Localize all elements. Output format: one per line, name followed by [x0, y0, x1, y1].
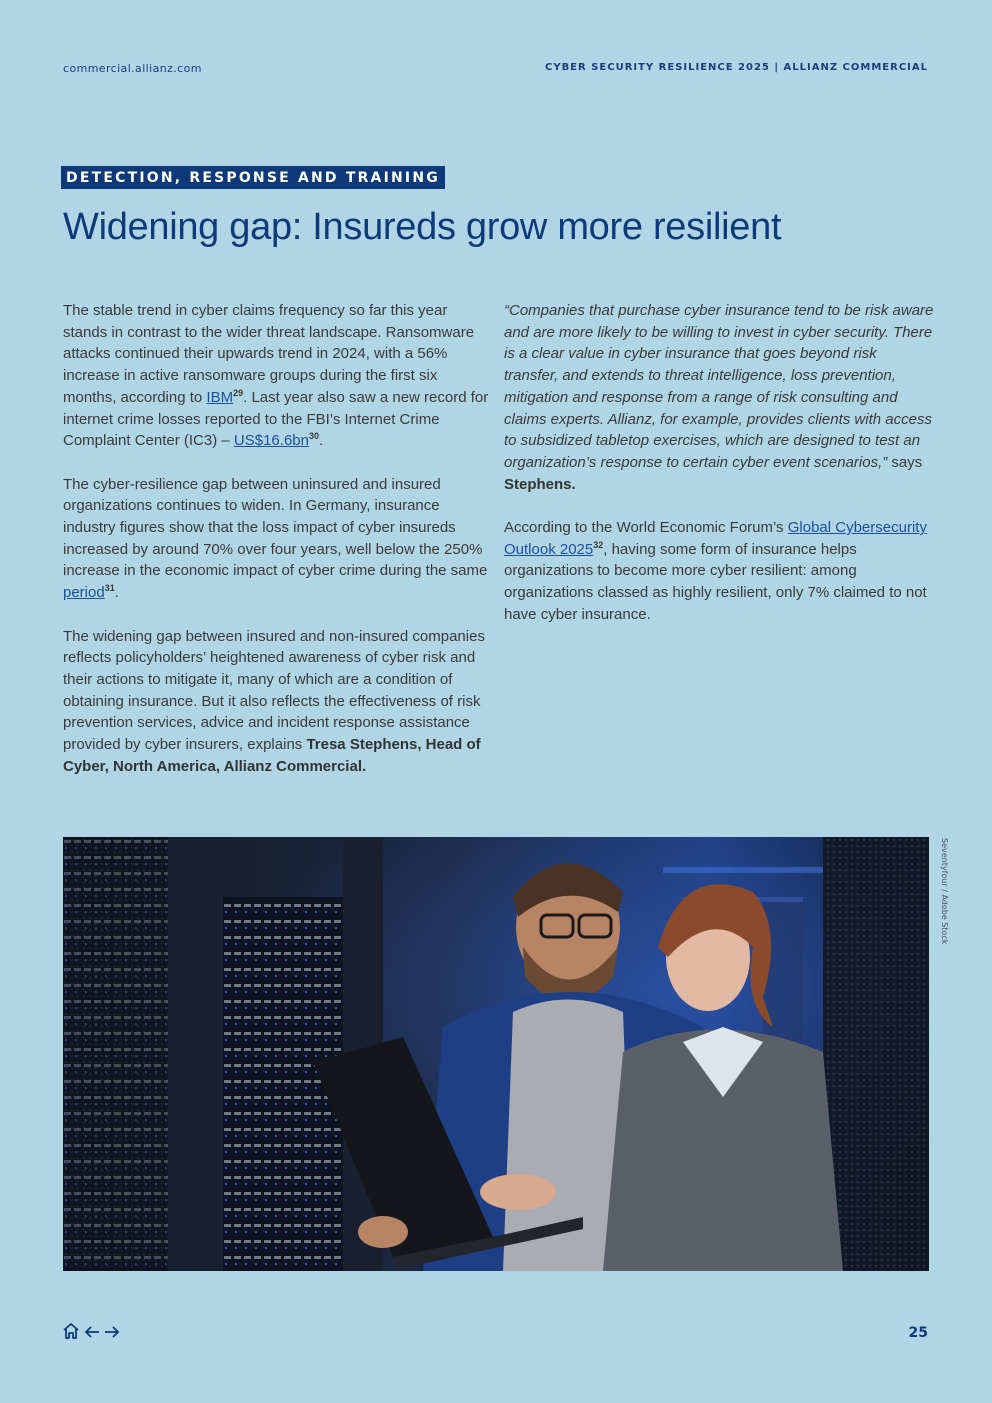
right-column: [504, 300, 934, 647]
footnote-31[interactable]: 31: [104, 583, 115, 594]
footnote-30[interactable]: 30: [308, 431, 319, 442]
home-icon[interactable]: [62, 1322, 80, 1344]
paragraph-widening-gap: The widening gap between insured and non-insured companies reflects policyholders’ heightened awareness of cyber risk and their actions to mitigate it, many of which are a condition of obtaining insurance. But it also reflects the effectiveness of risk prevention services, advice and incident response assistance provided by cyber insurers, explains Tresa Stephens, Head of Cyber, North America, Allianz Commercial.: [63, 627, 485, 775]
publication-title: CYBER SECURITY RESILIENCE 2025 | ALLIANZ COMMERCIAL: [544, 62, 928, 73]
paragraph-wef-outlook: According to the World Economic Forum’s Global Cybersecurity Outlook 2025$^{32}$, having some form of insurance helps organizations to become more cyber resilient: among organizations classed as highly resilient, only 7% claimed to not have cyber insurance.: [504, 519, 927, 623]
arrow-left-icon[interactable]: [84, 1324, 100, 1343]
page-title: Widening gap: Insureds grow more resilient: [63, 206, 782, 248]
site-url[interactable]: commercial.allianz.com: [63, 62, 202, 75]
footnote-32[interactable]: 32: [593, 539, 604, 550]
photo-credit: Seventyfour / Adobe Stock: [940, 838, 949, 945]
quote-paragraph: “Companies that purchase cyber insurance tend to be risk aware and are more likely to be willing to invest in cyber security. There is a clear value in cyber insurance that goes beyond risk transfer, and extends to threat intelligence, loss prevention, mitigation and response from a range of risk consulting and claims experts. Allianz, for example, provides clients with access to subsidized tabletop exercises, which are designed to test an organization’s response to certain cyber event scenarios,” says Stephens.: [504, 302, 934, 493]
period-link[interactable]: period: [63, 584, 105, 602]
fbi-losses-link[interactable]: US$16.6bn: [233, 432, 309, 450]
footer-navigation: [62, 1322, 120, 1344]
wef-outlook-link[interactable]: Global Cybersecurity Outlook 2025: [504, 519, 927, 558]
quote-speaker: Stephens.: [504, 475, 576, 493]
paragraph-resilience-gap: The cyber-resilience gap between uninsured and insured organizations continues to widen. In Germany, insurance industry figures show that the loss impact of cyber insureds increased by around 70% over four years, well below the 250% increase in the economic impact of cyber crime during the same period$^{31}$.: [63, 475, 488, 602]
arrow-right-icon[interactable]: [104, 1324, 120, 1343]
quote-text: “Companies that purchase cyber insurance tend to be risk aware and are more likely to be willing to invest in cyber security. There is a clear value in cyber insurance that goes beyond risk transfer, and extends to threat intelligence, loss prevention, mitigation and response from a range of risk consulting and claims experts. Allianz, for example, provides clients with access to subsidized tabletop exercises, which are designed to test an organization’s response to certain cyber event scenarios,”: [504, 302, 934, 471]
speaker-attribution: Tresa Stephens, Head of Cyber, North America, Allianz Commercial.: [63, 736, 481, 775]
section-tag: DETECTION, RESPONSE AND TRAINING: [61, 166, 445, 189]
paragraph-threat-landscape: The stable trend in cyber claims frequency so far this year stands in contrast to the wider threat landscape. Ransomware attacks continued their upwards trend in 2024, with a 56% increase in active ransomware groups during the first six months, according to IBM$^{29}$. Last year also saw a new record for internet crime losses reported to the FBI’s Internet Crime Complaint Center $(IC3) - US\$16.6bn^{30}$.: [63, 302, 489, 450]
page-number: 25: [908, 1325, 928, 1341]
left-column: [63, 300, 493, 799]
data-center-photo: [63, 837, 929, 1271]
footnote-29[interactable]: 29: [233, 387, 244, 398]
ibm-link[interactable]: IBM: [206, 388, 234, 406]
